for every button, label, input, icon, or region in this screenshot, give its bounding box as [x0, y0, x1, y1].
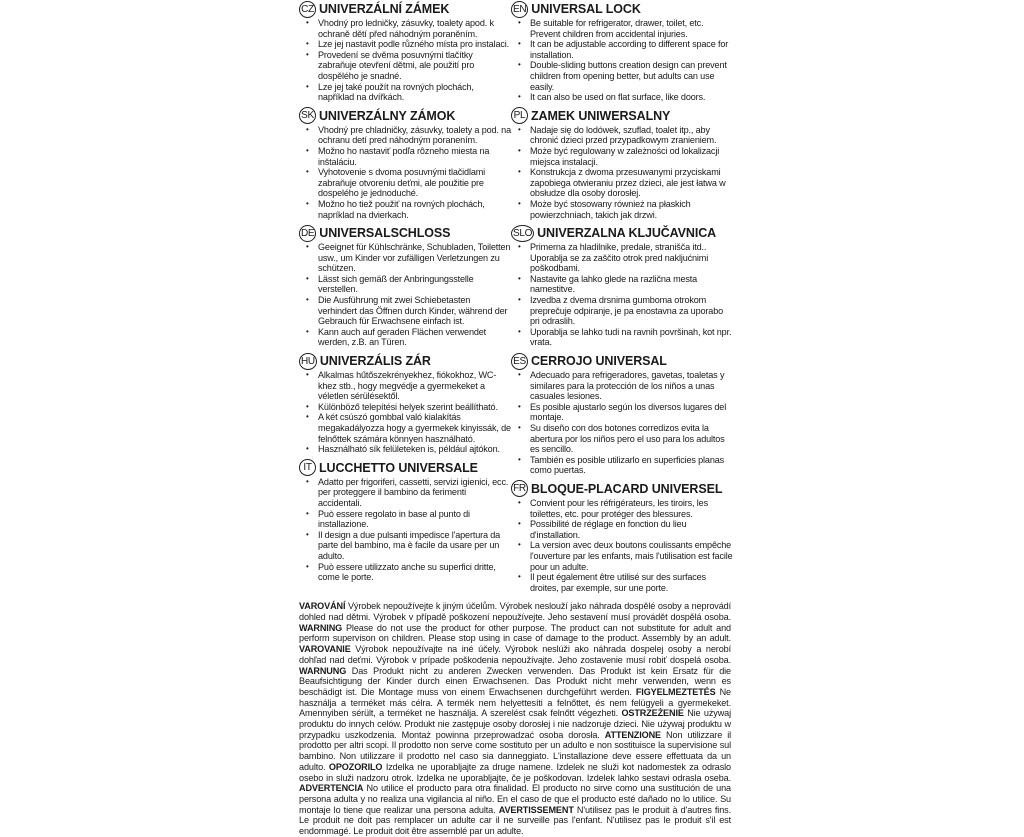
section-header — [511, 480, 733, 498]
language-section-sk — [299, 107, 511, 220]
language-section-fr — [511, 480, 733, 593]
bullet-item: • Può essere utilizzato anche su superfici dritte, come le porte. — [299, 562, 511, 583]
section-title: UNIVERSALSCHLOSS — [319, 226, 451, 241]
section-title: UNIVERZÁLNÍ ZÁMEK — [319, 2, 450, 16]
warnings-paragraph — [299, 601, 731, 836]
bullet-item: • Die Ausführung mit zwei Schiebetasten verhindert das Öffnen durch Kinder, während der Gebrauch für Erwachsene einfach ist. — [299, 295, 511, 327]
language-section-de — [299, 224, 511, 348]
bullet-item: • Izvedba z dvema drsnima gumboma otrokom preprečuje odpiranje, je pa enostavna za uporabo pri odraslih. — [511, 295, 733, 327]
language-section-pl — [511, 107, 733, 220]
bullet-list — [511, 370, 733, 476]
language-section-slo — [511, 224, 733, 348]
language-section-en — [511, 0, 733, 103]
section-title: UNIVERSAL LOCK — [531, 2, 641, 16]
bullet-item: • Może być regulowany w zależności od lokalizacji miejsca instalacji. — [511, 146, 733, 167]
warning-label: ATTENZIONE — [604, 729, 661, 740]
bullet-item: • Su diseño con dos botones corredizos evita la abertura por los niños pero el uso para los adultos es sencillo. — [511, 423, 733, 455]
section-header — [299, 224, 511, 242]
language-code-badge: PL — [511, 107, 528, 124]
section-header — [299, 107, 511, 125]
warning-label: VAROVANIE — [299, 644, 351, 655]
bullet-list — [299, 125, 511, 220]
bullet-item: • Vhodný pro ledničky, zásuvky, toalety apod. k ochraně dětí před náhodným poraněním. — [299, 18, 511, 39]
bullet-item: • Może być stosowany również na płaskich powierzchniach, takich jak drzwi. — [511, 199, 733, 220]
warning-label: OPOZORILO — [328, 761, 383, 772]
bullet-item: • Lze jej nastavit podle různého místa pro instalaci. — [299, 39, 511, 50]
bullet-item: • It can also be used on flat surface, like doors. — [511, 92, 733, 103]
warning-text: Nie używaj produktu do innych celów. Produkt nie zastępuje osoby dorosłej i nie nadzoruje dzieci. Nie używaj produktu w przypadku uszkodzenia. Montaż powinna przeprowadzać osoba dorosła. — [299, 708, 731, 740]
section-title: UNIVERZÁLIS ZÁR — [319, 354, 431, 369]
section-header — [511, 224, 733, 242]
right-column — [511, 0, 733, 597]
language-code-badge: ES — [511, 353, 528, 370]
language-section-it — [299, 459, 511, 583]
warning-text: Výrobok nepoužívajte na iné účely. Výrobok neslúži ako náhrada dospelej osoby a nerobí dohľad nad deťmi. Výrobok v prípade poškodenia nepoužívajte. Jeho zostavenie musí robiť dospelá osoba. — [299, 644, 731, 665]
bullet-item: • Kann auch auf geraden Flächen verwendet werden, z.B. an Türen. — [299, 327, 511, 348]
bullet-item: • Double-sliding buttons creation design can prevent children from opening better, but adults can use easily. — [511, 60, 733, 92]
language-section-hu — [299, 352, 511, 455]
section-title: UNIVERZALNA KLJUČAVNICA — [537, 226, 717, 241]
section-header — [299, 352, 511, 370]
section-header — [511, 0, 733, 18]
bullet-item: • Nastavite ga lahko glede na različna mesta namestitve. — [511, 274, 733, 295]
bullet-list — [511, 125, 733, 220]
warning-label: VAROVÁNÍ — [299, 601, 346, 612]
section-title: CERROJO UNIVERSAL — [531, 354, 667, 369]
bullet-item: • Adecuado para refrigeradores, gavetas, toaletas y similares para la protección de los niños a unas casuales lesiones. — [511, 370, 733, 402]
bullet-item: • Il peut également être utilisé sur des surfaces droites, par exemple, sur une porte. — [511, 572, 733, 593]
language-section-cz — [299, 0, 511, 103]
warning-label: ADVERTENCIA — [299, 783, 364, 794]
bullet-item: • La version avec deux boutons coulissants empêche l'ouverture par les enfants, mais l'utilisation est facile pour un adulte. — [511, 540, 733, 572]
bullet-item: • Különböző telepítési helyek szerint beállítható. — [299, 402, 511, 413]
warning-label: FIGYELMEZTETÉS — [635, 686, 716, 697]
warning-text: Výrobek nepoužívejte k jiným účelům. Výrobek neslouží jako náhrada dospělé osoby a neprovádí dohled nad dětmi. Výrobek v případě poškození nepoužívejte. Jeho sestavení musí provádět dospělá osoba. — [299, 601, 731, 623]
bullet-item: • Geeignet für Kühlschränke, Schubladen, Toiletten usw., um Kinder vor zufälligen Verletzungen zu schützen. — [299, 242, 511, 274]
bullet-item: • Konstrukcja z dwoma przesuwanymi przyciskami zapobiega otwieraniu przez dzieci, ale jest łatwa w obsłudze dla osoby dorosłej. — [511, 167, 733, 199]
bullet-item: • Alkalmas hűtőszekrényekhez, fiókokhoz, WC-khez stb., hogy megvédje a gyermekeket a véletlen sérülésektől. — [299, 370, 511, 402]
bullet-item: • Be suitable for refrigerator, drawer, toilet, etc. Prevent children from accidental injuries. — [511, 18, 733, 39]
leaflet-page — [299, 0, 733, 837]
section-title: BLOQUE-PLACARD UNIVERSEL — [531, 481, 723, 496]
bullet-list — [511, 242, 733, 348]
warning-label: WARNUNG — [299, 665, 347, 676]
bullet-list — [299, 477, 511, 583]
section-title: LUCCHETTO UNIVERSALE — [319, 460, 478, 475]
bullet-item: • Uporablja se lahko tudi na ravnih površinah, kot npr. vrata. — [511, 327, 733, 348]
bullet-item: • It can be adjustable according to different space for installation. — [511, 39, 733, 60]
bullet-item: • Vhodný pre chladničky, zásuvky, toalety a pod. na ochranu detí pred náhodným poranením. — [299, 125, 511, 146]
bullet-list — [299, 18, 511, 103]
bullet-item: • A két csúszó gombbal való kialakítás megakadályozza hogy a gyermekek kinyissák, de felnőttek számára könnyen használható. — [299, 412, 511, 444]
left-column — [299, 0, 511, 587]
columns — [299, 0, 733, 597]
bullet-list — [511, 498, 733, 593]
bullet-list — [299, 370, 511, 455]
bullet-item: • Možno ho tiež použiť na rovných plochách, napríklad na dvierkach. — [299, 199, 511, 220]
bullet-item: • Possibilité de réglage en fonction du lieu d'installation. — [511, 519, 733, 540]
bullet-item: • Adatto per frigoriferi, cassetti, servizi igienici, ecc. per proteggere il bambino da ferimenti accidentali. — [299, 477, 511, 509]
bullet-item: • Használható sík felületeken is, például ajtókon. — [299, 444, 511, 455]
warning-text: Non utilizzare il prodotto per altri scopi. Il prodotto non serve come sostituto per un adulto e non sostituisce la supervisione sul bambino. Non utilizzare il prodotto nel caso sia danneggiato. L'installazione deve essere effettuata da un adulto. — [299, 729, 731, 772]
language-code-badge: EN — [511, 1, 528, 18]
bullet-item: • Convient pour les réfrigérateurs, les tiroirs, les toilettes, etc. pour protéger des blessures. — [511, 498, 733, 519]
language-code-badge: SK — [299, 107, 316, 124]
warning-label: AVERTISSEMENT — [498, 804, 574, 815]
warning-text: N'utilisez pas le produit à d'autres fins. Le produit ne doit pas remplacer un adulte car il ne surveille pas l'enfant. N'utilisez pas le produit s'il est endommagé. Le produit doit être assemblé par un adulte. — [299, 804, 731, 837]
warning-text: No utilice el producto para otra finalidad. El producto no sirve como una sustitución de una persona adulta y no realiza una vigilancia al niño. En el caso de que el producto esté dañado no lo utilice. Su montaje lo tiene que realizar una persona adulta. — [299, 783, 731, 815]
bullet-item: • Vyhotovenie s dvoma posuvnými tlačidlami zabraňuje otvoreniu deťmi, ale použitie pre dospelého je jednoduché. — [299, 167, 511, 199]
section-header — [299, 459, 511, 477]
section-title: ZAMEK UNIWERSALNY — [531, 108, 671, 123]
language-section-es — [511, 352, 733, 476]
bullet-item: • Provedení se dvěma posuvnými tlačítky zabraňuje otevření dětmi, ale použití pro dospělého je snadné. — [299, 50, 511, 82]
language-code-badge: FR — [511, 480, 528, 497]
warning-label: OSTRZEŻENIE — [621, 708, 684, 719]
warning-text: Izdelka ne uporabljajte za druge namene. Izdelek ne služi kot nadomestek za odraslo osebo in služi nadzoru otrok. Izdelka ne uporabljajte, če je poškodovan. Izdelek lahko sestavi odrasla oseba. — [299, 761, 731, 783]
warning-text: Das Produkt nicht zu anderen Zwecken verwenden. Das Produkt ist kein Ersatz für die Beaufsichtigung der Kinder durch einen Erwachsenen. Das Produkt nicht mehr verwenden, wenn es beschädigt ist. Die Montage muss von einem Erwachsenen durchgeführt werden. — [299, 665, 731, 697]
warning-text: Please do not use the product for other purpose. The product can not substitute for adult and perform supervison on children. Please stop using in case of damage to the product. Assembly by an adult. — [299, 622, 731, 644]
language-code-badge: CZ — [299, 1, 316, 18]
section-header — [299, 0, 511, 18]
language-code-badge: DE — [299, 225, 316, 242]
warning-text: Ne használja a terméket más célra. A termék nem helyettesíti a felnőttet, és nem felügyeli a gyermekeket. Amennyiben sérült, a terméket ne használja. A szerelést csak felnőtt végezheti. — [299, 686, 731, 719]
section-header — [511, 107, 733, 125]
language-code-badge: HU — [299, 353, 317, 370]
bullet-item: • Primerna za hladilnike, predale, stranišča itd.. Uporablja se za zaščito otrok pred nakljućnimi poškodbami. — [511, 242, 733, 274]
warning-label: WARNING — [299, 622, 343, 633]
bullet-item: • Può essere regolato in base al punto di installazione. — [299, 509, 511, 530]
bullet-item: • Lze jej také použít na rovných plochách, například na dvířkách. — [299, 82, 511, 103]
bullet-item: • También es posible utilizarlo en superficies planas como puertas. — [511, 455, 733, 476]
bullet-item: • Il design a due pulsanti impedisce l'apertura da parte del bambino, ma è facile da usare per un adulto. — [299, 530, 511, 562]
section-title: UNIVERZÁLNY ZÁMOK — [319, 108, 456, 123]
bullet-item: • Možno ho nastaviť podľa rôzneho miesta na inštaláciu. — [299, 146, 511, 167]
bullet-list — [299, 242, 511, 348]
bullet-list — [511, 18, 733, 103]
section-header — [511, 352, 733, 370]
language-code-badge: IT — [299, 459, 316, 476]
bullet-item: • Nadaje się do lodówek, szuflad, toalet itp., aby chronić dzieci przed przypadkowym zranieniem. — [511, 125, 733, 146]
language-code-badge: SLO — [511, 225, 534, 242]
bullet-item: • Lässt sich gemäß der Anbringungsstelle verstellen. — [299, 274, 511, 295]
bullet-item: • Es posible ajustarlo según los diversos lugares del montaje. — [511, 402, 733, 423]
